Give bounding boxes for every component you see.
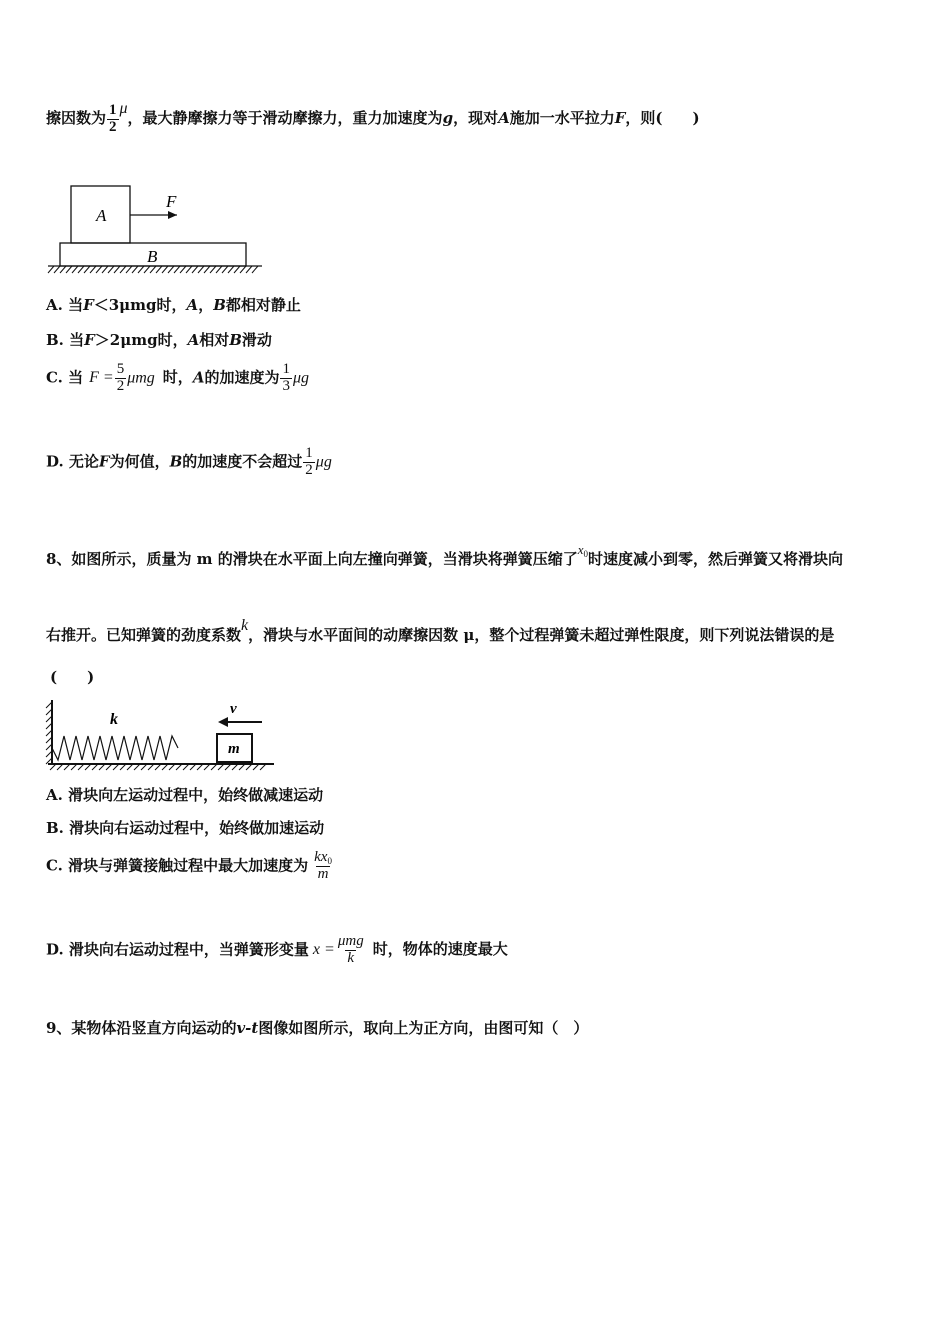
q8-option-c[interactable]: C. 滑块与弹簧接触过程中最大加速度为 $\frac{kx_0}{m}$ — [46, 849, 332, 883]
q7-option-b[interactable]: B. 当F＞2μmg时，A相对B滑动 — [46, 331, 272, 349]
q8-option-a[interactable]: A. 滑块向左运动过程中，始终做减速运动 — [46, 786, 324, 804]
q7-option-d[interactable]: D. 无论F为何值，B的加速度不会超过 $\frac{1}{2}$ μg — [46, 445, 332, 478]
label-F: F — [166, 192, 177, 211]
q7-option-c[interactable]: C. 当 F = $\frac{5}{2}$ μmg 时，A的加速度为 $\frac{1}{3}$ μg — [46, 361, 309, 394]
label-B: B — [147, 247, 158, 266]
label-k: k — [110, 711, 118, 728]
ground-hatch — [48, 266, 258, 273]
q8-stem-line2: 右推开。已知弹簧的劲度系数k，滑块与水平面间的动摩擦因数 μ，整个过程弹簧未超过弹性限度，则下列说法错误的是 — [46, 617, 835, 644]
q8-option-b[interactable]: B. 滑块向右运动过程中，始终做加速运动 — [46, 819, 325, 837]
q8-spring-figure — [44, 698, 279, 772]
label-m: m — [228, 741, 240, 757]
q9-stem: 9、某物体沿竖直方向运动的v-t图像如图所示，取向上为正方向，由图可知（ ） — [46, 1019, 589, 1037]
q8-option-d[interactable]: D. 滑块向右运动过程中，当弹簧形变量 x = $\frac{\text{μmg}}{k}$ 时，物体的速度最大 — [46, 933, 508, 966]
q7-stem: 擦因数为 $\frac{1}{2}$ μ，最大静摩擦力等于滑动摩擦力，重力加速度为g，现对A施加一水平拉力F，则( ) — [46, 100, 700, 135]
label-v: v — [230, 701, 237, 717]
q7-frac-half: $\frac{1}{2}$ — [109, 101, 117, 135]
velocity-arrow — [218, 717, 228, 727]
force-arrow — [168, 211, 177, 219]
q8-answer-paren: ( ) — [50, 668, 95, 686]
spring — [52, 736, 178, 760]
q7-option-a[interactable]: A. 当F＜3μmg时，A，B都相对静止 — [46, 296, 301, 314]
q8-stem-line1: 8、如图所示，质量为 m 的滑块在水平面上向左撞向弹簧，当滑块将弹簧压缩了$x_0$时速度减小到零，然后弹簧又将滑块向 — [46, 542, 844, 568]
q7-block-figure — [44, 180, 269, 278]
label-A: A — [96, 206, 107, 225]
